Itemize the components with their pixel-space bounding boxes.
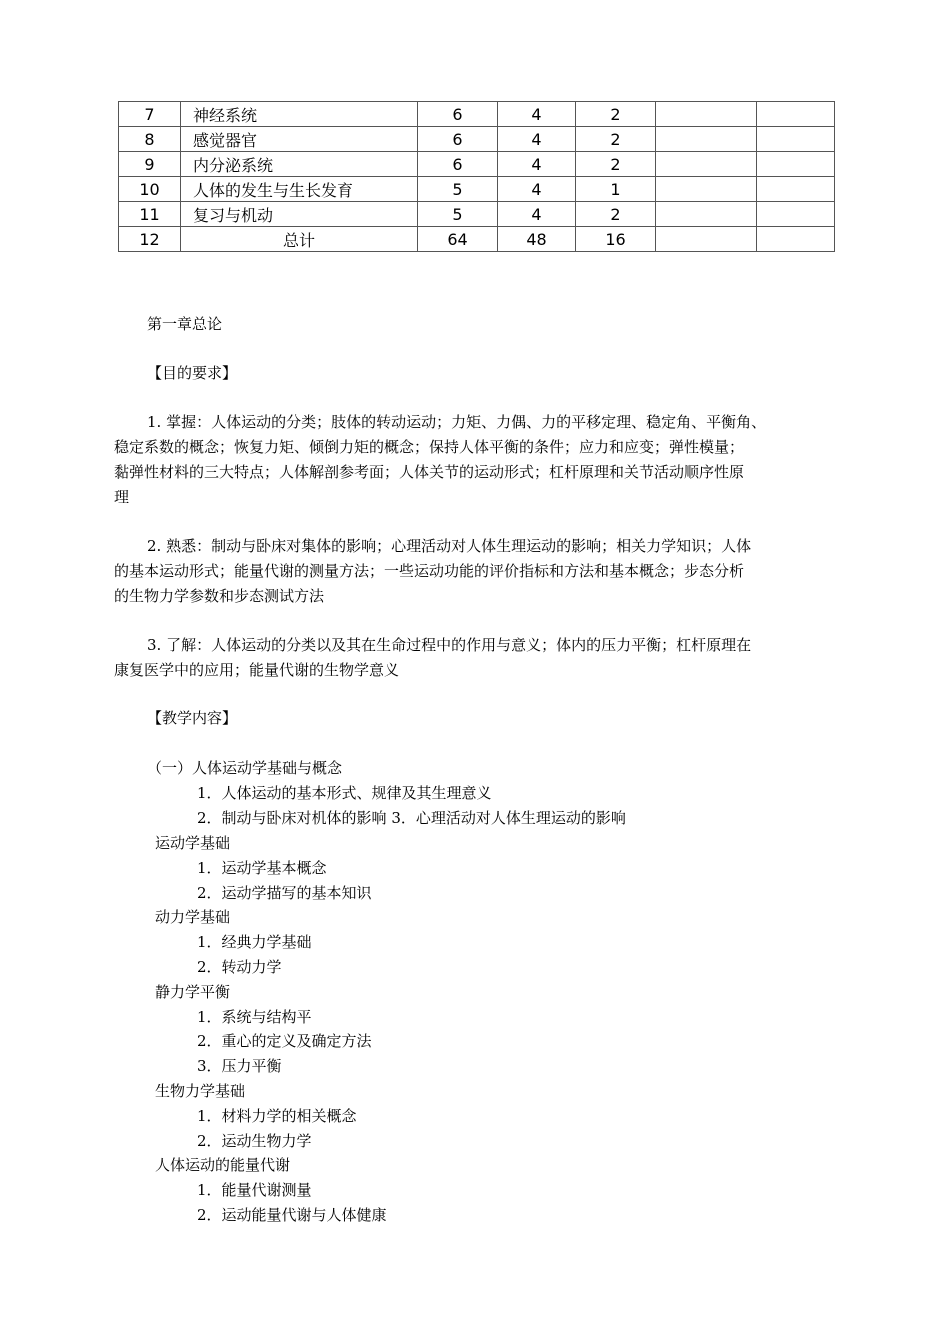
- section-item: 1．能量代谢测量: [197, 1181, 312, 1199]
- objective-line: 2. 熟悉：制动与卧床对集体的影响；心理活动对人体生理运动的影响；相关力学知识；人体: [147, 537, 752, 555]
- row-practice-hours: 2: [576, 102, 656, 127]
- row-theory-hours: 4: [498, 127, 576, 152]
- section-item: 2．运动能量代谢与人体健康: [197, 1206, 387, 1224]
- section-item: 2．运动生物力学: [197, 1132, 312, 1150]
- objective-line: 理: [114, 488, 130, 506]
- table-row: [119, 202, 835, 227]
- row-empty-cell: [757, 227, 835, 252]
- row-empty-cell: [656, 202, 757, 227]
- section-item: 1．人体运动的基本形式、规律及其生理意义: [197, 784, 492, 802]
- row-empty-cell: [757, 177, 835, 202]
- table-row: [119, 127, 835, 152]
- section-heading: 生物力学基础: [155, 1082, 246, 1100]
- row-empty-cell: [757, 152, 835, 177]
- section-heading: 人体运动的能量代谢: [155, 1156, 291, 1174]
- objective-master: [114, 410, 844, 510]
- row-empty-cell: [757, 102, 835, 127]
- row-empty-cell: [757, 202, 835, 227]
- row-total-hours: 6: [418, 152, 498, 177]
- objective-understand: [114, 633, 844, 683]
- row-practice-hours: 16: [576, 227, 656, 252]
- row-number: 10: [119, 177, 181, 202]
- hours-table: [118, 101, 835, 252]
- row-number: 12: [119, 227, 181, 252]
- row-theory-hours: 48: [498, 227, 576, 252]
- section-heading: 静力学平衡: [155, 983, 231, 1001]
- row-total-hours: 64: [418, 227, 498, 252]
- row-empty-cell: [656, 127, 757, 152]
- row-theory-hours: 4: [498, 152, 576, 177]
- row-practice-hours: 2: [576, 152, 656, 177]
- section-item: 2．运动学描写的基本知识: [197, 884, 372, 902]
- section-item: 1．系统与结构平: [197, 1008, 312, 1026]
- section-item: 1．材料力学的相关概念: [197, 1107, 357, 1125]
- row-number: 11: [119, 202, 181, 227]
- objective-line: 的生物力学参数和步态测试方法: [114, 587, 325, 605]
- table-row: [119, 177, 835, 202]
- objective-line: 的基本运动形式；能量代谢的测量方法；一些运动功能的评价指标和方法和基本概念；步态分析: [114, 562, 745, 580]
- row-practice-hours: 2: [576, 127, 656, 152]
- row-topic: 人体的发生与生长发育: [181, 177, 418, 202]
- table-row: [119, 152, 835, 177]
- row-topic: 感觉器官: [181, 127, 418, 152]
- row-empty-cell: [656, 102, 757, 127]
- row-empty-cell: [656, 227, 757, 252]
- row-topic: 内分泌系统: [181, 152, 418, 177]
- row-theory-hours: 4: [498, 202, 576, 227]
- section-item: 1．经典力学基础: [197, 933, 312, 951]
- row-practice-hours: 1: [576, 177, 656, 202]
- content-heading: 【教学内容】: [147, 709, 238, 727]
- row-practice-hours: 2: [576, 202, 656, 227]
- objectives-heading: 【目的要求】: [147, 364, 238, 382]
- row-topic: 神经系统: [181, 102, 418, 127]
- row-empty-cell: [656, 177, 757, 202]
- row-number: 7: [119, 102, 181, 127]
- row-total-hours: 5: [418, 177, 498, 202]
- objective-line: 3. 了解：人体运动的分类以及其在生命过程中的作用与意义；体内的压力平衡；杠杆原理在: [147, 636, 752, 654]
- section-item: 2．转动力学: [197, 958, 282, 976]
- row-number: 9: [119, 152, 181, 177]
- row-empty-cell: [757, 127, 835, 152]
- section-heading: 运动学基础: [155, 834, 231, 852]
- row-number: 8: [119, 127, 181, 152]
- row-theory-hours: 4: [498, 177, 576, 202]
- section-item: 3．压力平衡: [197, 1057, 282, 1075]
- objective-line: 稳定系数的概念；恢复力矩、倾倒力矩的概念；保持人体平衡的条件；应力和应变；弹性模量；: [114, 438, 745, 456]
- row-total-hours: 5: [418, 202, 498, 227]
- objective-line: 黏弹性材料的三大特点；人体解剖参考面；人体关节的运动形式；杠杆原理和关节活动顺序性原: [114, 463, 745, 481]
- section-item: 1．运动学基本概念: [197, 859, 327, 877]
- section-heading: （一）人体运动学基础与概念: [147, 759, 343, 777]
- objective-line: 1. 掌握：人体运动的分类；肢体的转动运动；力矩、力偶、力的平移定理、稳定角、平衡角、: [147, 413, 767, 431]
- objective-line: 康复医学中的应用；能量代谢的生物学意义: [114, 661, 400, 679]
- row-topic: 复习与机动: [181, 202, 418, 227]
- row-total-hours: 6: [418, 127, 498, 152]
- section-item: 2．制动与卧床对机体的影响 3．心理活动对人体生理运动的影响: [197, 809, 626, 827]
- row-theory-hours: 4: [498, 102, 576, 127]
- chapter-title: 第一章总论: [147, 315, 223, 333]
- row-total-hours: 6: [418, 102, 498, 127]
- table-row-total: [119, 227, 835, 252]
- table-row: [119, 102, 835, 127]
- section-heading: 动力学基础: [155, 908, 231, 926]
- section-item: 2．重心的定义及确定方法: [197, 1032, 372, 1050]
- objective-familiar: [114, 534, 844, 609]
- row-topic: 总计: [181, 227, 418, 252]
- row-empty-cell: [656, 152, 757, 177]
